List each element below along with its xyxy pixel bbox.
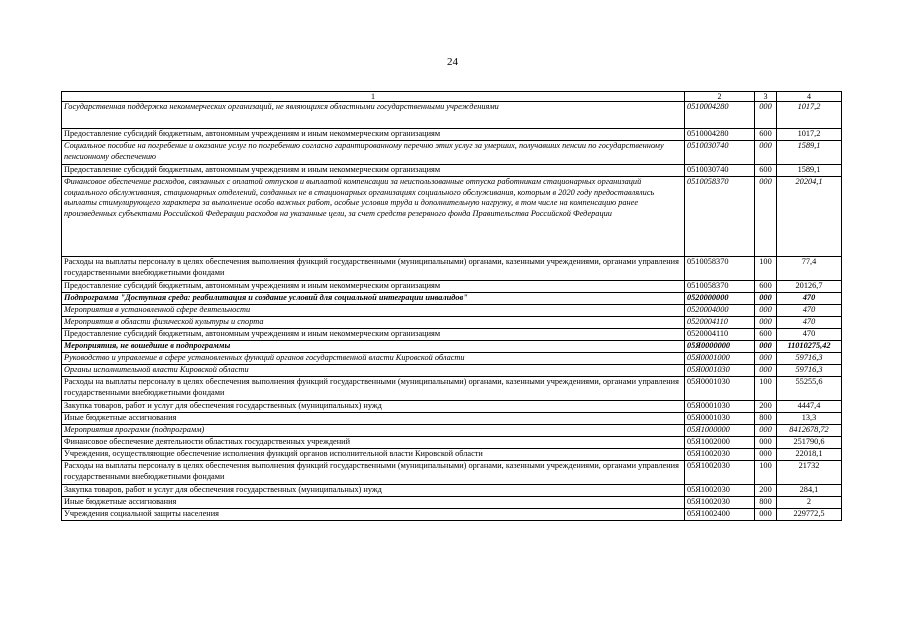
- row-sum-cell: 21732: [777, 461, 842, 485]
- row-sum-cell: 1589,1: [777, 141, 842, 165]
- row-name-cell: Закупка товаров, работ и услуг для обеспечения государственных (муниципальных) нужд: [62, 401, 685, 413]
- table-row: [62, 129, 842, 141]
- row-sum-cell: 1017,2: [777, 129, 842, 141]
- row-sum-cell: 284,1: [777, 485, 842, 497]
- row-type-cell: 000: [755, 305, 777, 317]
- table-body: [62, 102, 842, 521]
- row-code-cell: 05Я0001000: [685, 353, 755, 365]
- table-row: [62, 293, 842, 305]
- table-row: [62, 497, 842, 509]
- table-row: [62, 437, 842, 449]
- row-type-cell: 600: [755, 281, 777, 293]
- row-type-cell: 200: [755, 485, 777, 497]
- row-code-cell: 05Я0001030: [685, 401, 755, 413]
- row-name-cell: Иные бюджетные ассигнования: [62, 497, 685, 509]
- row-sum-cell: 55255,6: [777, 377, 842, 401]
- row-sum-cell: 1589,1: [777, 165, 842, 177]
- table-row: [62, 177, 842, 257]
- table-row: [62, 141, 842, 165]
- row-type-cell: 800: [755, 497, 777, 509]
- row-name-cell: Подпрограмма "Доступная среда: реабилитация и создание условий для социальной интеграции инвалидов": [62, 293, 685, 305]
- row-code-cell: 05Я0001030: [685, 377, 755, 401]
- table-row: [62, 401, 842, 413]
- row-name-cell: Учреждения, осуществляющие обеспечение исполнения функций органов исполнительной власти Кировской области: [62, 449, 685, 461]
- row-sum-cell: 20126,7: [777, 281, 842, 293]
- table-row: [62, 365, 842, 377]
- row-sum-cell: 22018,1: [777, 449, 842, 461]
- row-type-cell: 000: [755, 341, 777, 353]
- table-row: [62, 461, 842, 485]
- row-name-cell: Государственная поддержка некоммерческих организаций, не являющихся областными государственными учреждениями: [62, 102, 685, 129]
- row-name-cell: Мероприятия, не вошедшие в подпрограммы: [62, 341, 685, 353]
- table-row: [62, 165, 842, 177]
- row-code-cell: 0510004280: [685, 102, 755, 129]
- row-type-cell: 000: [755, 317, 777, 329]
- row-code-cell: 05Я1002030: [685, 497, 755, 509]
- row-name-cell: Расходы на выплаты персоналу в целях обеспечения выполнения функций государственными (муниципальными) органами, казенными учреждениями, органами управления государственными внебюджетными фондами: [62, 461, 685, 485]
- row-name-cell: Социальное пособие на погребение и оказание услуг по погребению согласно гарантированному перечню этих услуг за умерших, получавших пенсии по государственному пенсионному обеспечению: [62, 141, 685, 165]
- table-row: [62, 509, 842, 521]
- row-code-cell: 05Я0000000: [685, 341, 755, 353]
- row-type-cell: 600: [755, 165, 777, 177]
- table-header-row: [62, 92, 842, 102]
- row-name-cell: Мероприятия в области физической культуры и спорта: [62, 317, 685, 329]
- row-sum-cell: 59716,3: [777, 365, 842, 377]
- row-type-cell: 100: [755, 257, 777, 281]
- table-row: [62, 353, 842, 365]
- row-type-cell: 000: [755, 509, 777, 521]
- page-number: 24: [447, 56, 458, 68]
- row-code-cell: 0510004280: [685, 129, 755, 141]
- row-sum-cell: 470: [777, 305, 842, 317]
- table-row: [62, 449, 842, 461]
- row-name-cell: Учреждения социальной защиты населения: [62, 509, 685, 521]
- row-name-cell: Иные бюджетные ассигнования: [62, 413, 685, 425]
- row-type-cell: 800: [755, 413, 777, 425]
- row-type-cell: 600: [755, 129, 777, 141]
- row-code-cell: 05Я1002030: [685, 461, 755, 485]
- row-sum-cell: 470: [777, 329, 842, 341]
- row-code-cell: 05Я1002030: [685, 449, 755, 461]
- row-type-cell: 600: [755, 329, 777, 341]
- table-row: [62, 341, 842, 353]
- row-sum-cell: 470: [777, 317, 842, 329]
- row-sum-cell: 13,3: [777, 413, 842, 425]
- row-code-cell: 0510058370: [685, 177, 755, 257]
- table-row: [62, 102, 842, 129]
- row-name-cell: Предоставление субсидий бюджетным, автономным учреждениям и иным некоммерческим организациям: [62, 165, 685, 177]
- row-code-cell: 0520004000: [685, 305, 755, 317]
- row-name-cell: Закупка товаров, работ и услуг для обеспечения государственных (муниципальных) нужд: [62, 485, 685, 497]
- row-sum-cell: 251790,6: [777, 437, 842, 449]
- table-row: [62, 329, 842, 341]
- table-row: [62, 485, 842, 497]
- row-code-cell: 0510030740: [685, 165, 755, 177]
- row-name-cell: Финансовое обеспечение расходов, связанных с оплатой отпусков и выплатой компенсации за неиспользованные отпуска работникам стационарных организаций социального обслуживания, стационарных отделений, созданных не в стационарных организациях социального обслуживания, которым в 2020 году предоставлялись выплаты стимулирующего характера за выполнение особо важных работ, особые условия труда и дополнительную нагрузку, в том числе на компенсацию ранее произведенных субъектами Российской Федерации расходов на указанные цели, за счет средств резервного фонда Правительства Российской Федерации: [62, 177, 685, 257]
- row-type-cell: 000: [755, 177, 777, 257]
- header-col-1: 1: [62, 92, 685, 102]
- table-row: [62, 413, 842, 425]
- row-name-cell: Расходы на выплаты персоналу в целях обеспечения выполнения функций государственными (муниципальными) органами, казенными учреждениями, органами управления государственными внебюджетными фондами: [62, 377, 685, 401]
- header-col-2: 2: [685, 92, 755, 102]
- row-code-cell: 0520000000: [685, 293, 755, 305]
- row-name-cell: Мероприятия программ (подпрограмм): [62, 425, 685, 437]
- row-sum-cell: 470: [777, 293, 842, 305]
- row-type-cell: 000: [755, 425, 777, 437]
- row-code-cell: 05Я0001030: [685, 413, 755, 425]
- row-type-cell: 000: [755, 293, 777, 305]
- row-name-cell: Предоставление субсидий бюджетным, автономным учреждениям и иным некоммерческим организациям: [62, 129, 685, 141]
- row-type-cell: 000: [755, 449, 777, 461]
- row-code-cell: 05Я1002000: [685, 437, 755, 449]
- row-sum-cell: 77,4: [777, 257, 842, 281]
- row-sum-cell: 1017,2: [777, 102, 842, 129]
- row-sum-cell: 2: [777, 497, 842, 509]
- table-row: [62, 305, 842, 317]
- table-row: [62, 281, 842, 293]
- row-name-cell: Руководство и управление в сфере установленных функций органов государственной власти Кировской области: [62, 353, 685, 365]
- row-type-cell: 000: [755, 353, 777, 365]
- table-row: [62, 317, 842, 329]
- row-sum-cell: 8412678,72: [777, 425, 842, 437]
- row-code-cell: 0520004110: [685, 317, 755, 329]
- row-code-cell: 05Я0001030: [685, 365, 755, 377]
- row-code-cell: 05Я1000000: [685, 425, 755, 437]
- row-name-cell: Органы исполнительной власти Кировской области: [62, 365, 685, 377]
- row-type-cell: 000: [755, 365, 777, 377]
- row-type-cell: 000: [755, 102, 777, 129]
- row-type-cell: 200: [755, 401, 777, 413]
- row-type-cell: 100: [755, 377, 777, 401]
- table-row: [62, 377, 842, 401]
- row-code-cell: 0510030740: [685, 141, 755, 165]
- row-name-cell: Предоставление субсидий бюджетным, автономным учреждениям и иным некоммерческим организациям: [62, 329, 685, 341]
- row-code-cell: 0510058370: [685, 281, 755, 293]
- row-sum-cell: 20204,1: [777, 177, 842, 257]
- row-name-cell: Предоставление субсидий бюджетным, автономным учреждениям и иным некоммерческим организациям: [62, 281, 685, 293]
- row-code-cell: 05Я1002400: [685, 509, 755, 521]
- budget-table: [61, 91, 842, 521]
- row-code-cell: 0510058370: [685, 257, 755, 281]
- row-sum-cell: 11010275,42: [777, 341, 842, 353]
- row-sum-cell: 4447,4: [777, 401, 842, 413]
- row-name-cell: Мероприятия в установленной сфере деятельности: [62, 305, 685, 317]
- row-type-cell: 000: [755, 437, 777, 449]
- table-row: [62, 257, 842, 281]
- row-sum-cell: 59716,3: [777, 353, 842, 365]
- row-code-cell: 0520004110: [685, 329, 755, 341]
- table-row: [62, 425, 842, 437]
- header-col-3: 3: [755, 92, 777, 102]
- header-col-4: 4: [777, 92, 842, 102]
- row-name-cell: Финансовое обеспечение деятельности областных государственных учреждений: [62, 437, 685, 449]
- row-name-cell: Расходы на выплаты персоналу в целях обеспечения выполнения функций государственными (муниципальными) органами, казенными учреждениями, органами управления государственными внебюджетными фондами: [62, 257, 685, 281]
- row-type-cell: 100: [755, 461, 777, 485]
- row-code-cell: 05Я1002030: [685, 485, 755, 497]
- row-type-cell: 000: [755, 141, 777, 165]
- row-sum-cell: 229772,5: [777, 509, 842, 521]
